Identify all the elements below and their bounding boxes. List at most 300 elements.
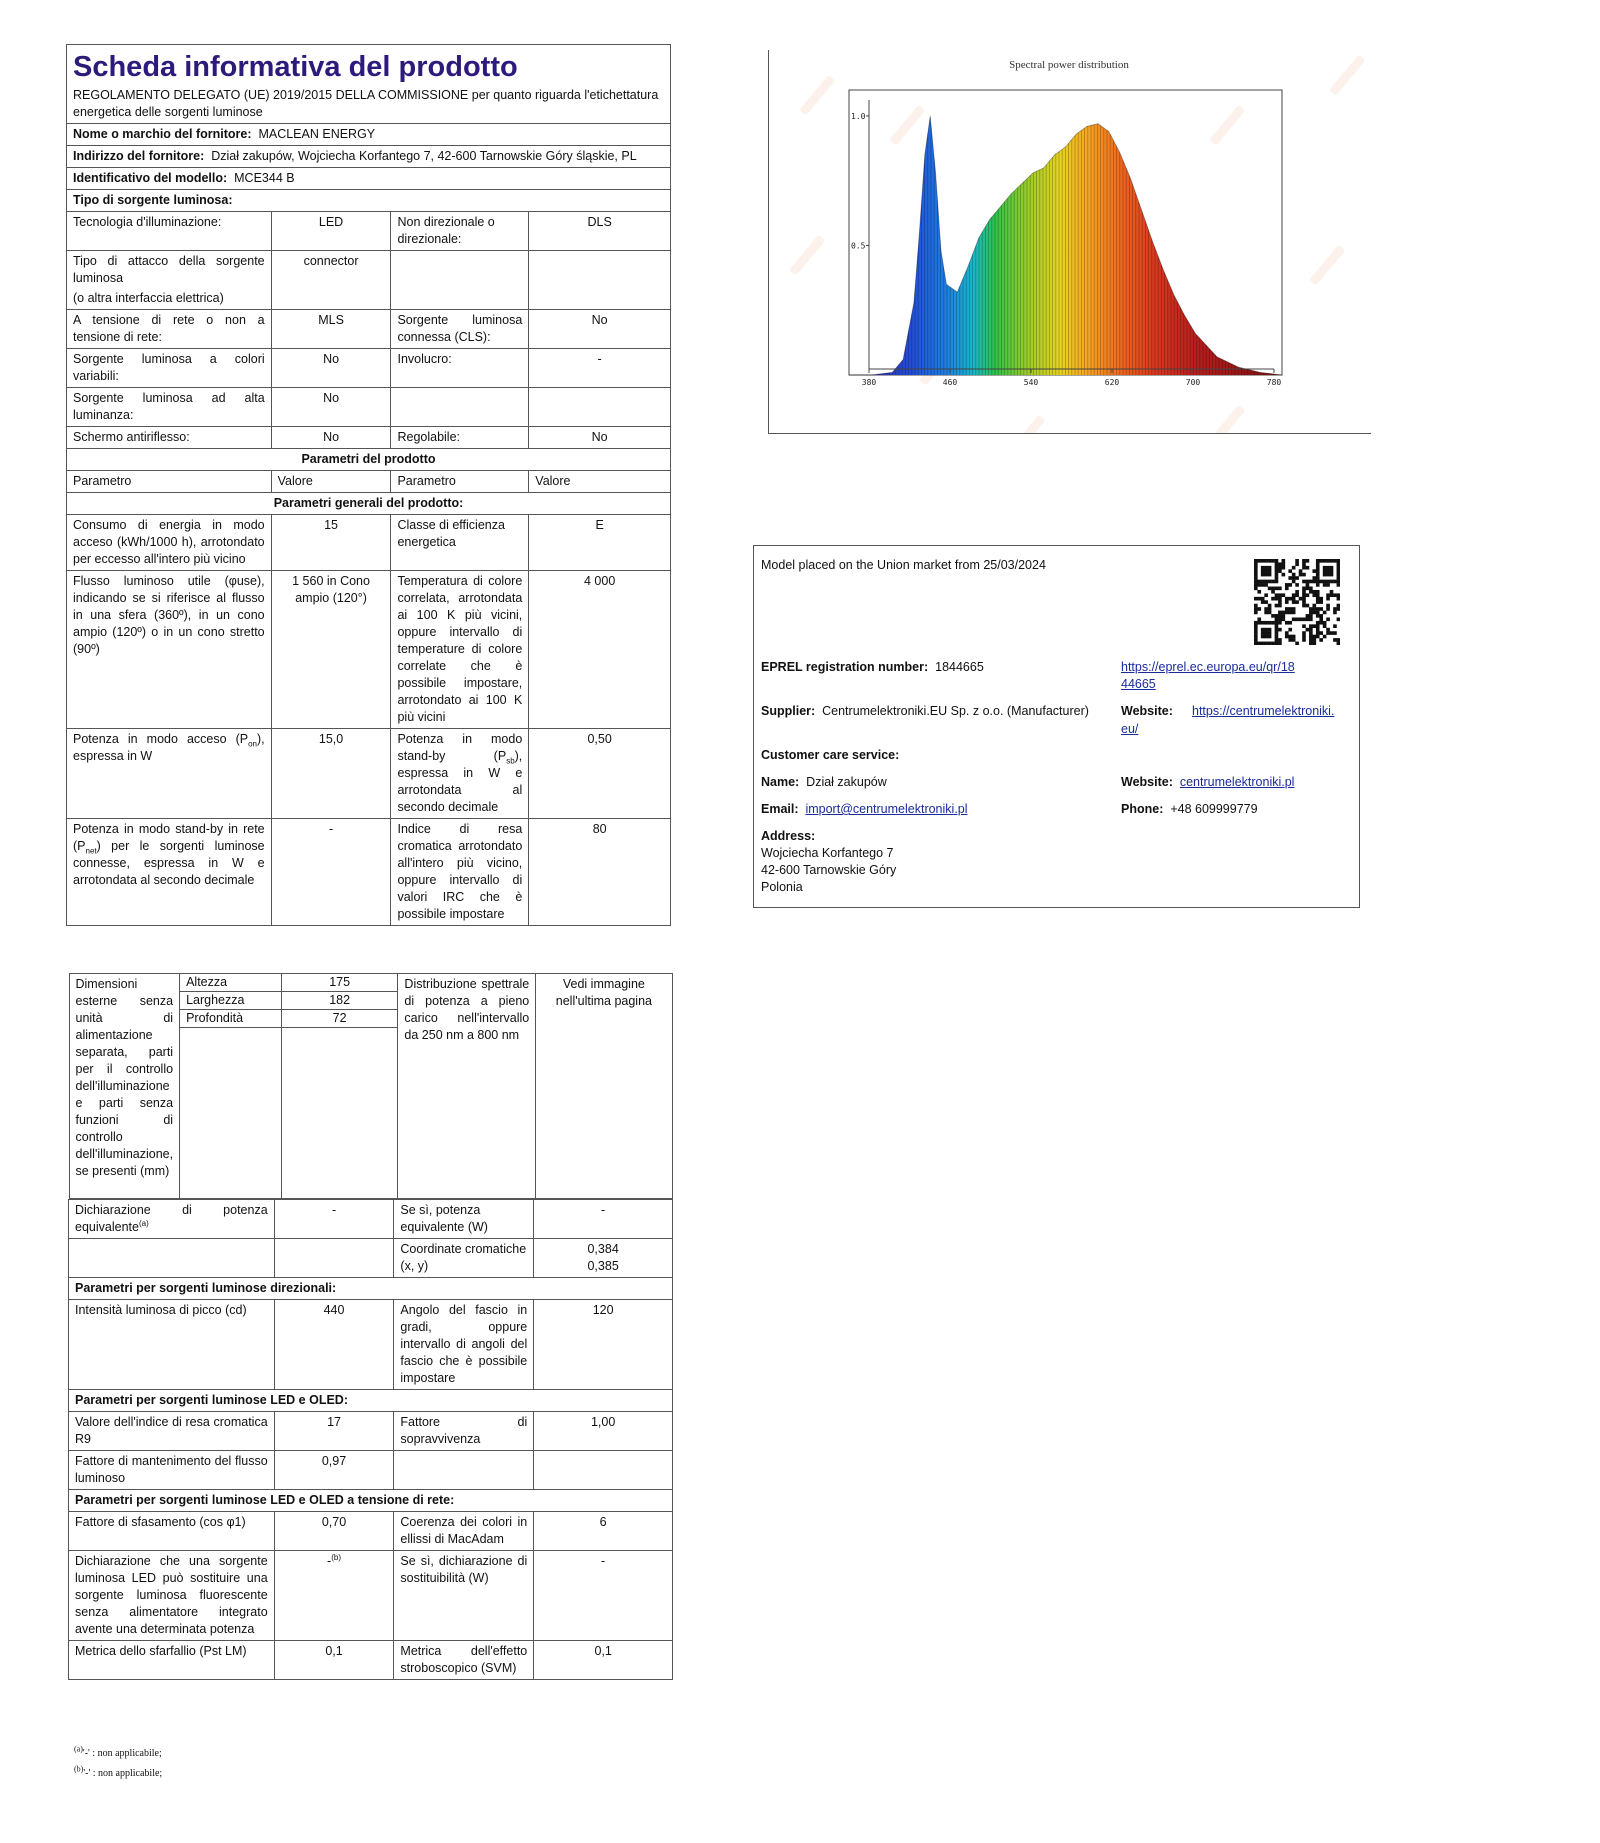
qr-module <box>1282 593 1286 597</box>
qr-module <box>1271 580 1275 584</box>
qr-module <box>1337 642 1340 645</box>
address-line2: 42-600 Tarnowskie Góry <box>761 863 897 877</box>
qr-module <box>1292 638 1296 642</box>
qr-module <box>1337 562 1340 566</box>
supplier-address-row <box>67 146 671 168</box>
maintenance-label: Fattore di mantenimento del flusso luminoso <box>69 1451 275 1490</box>
qr-module <box>1288 621 1292 625</box>
x-tick-label: 460 <box>942 378 958 387</box>
empty-cell <box>529 388 671 427</box>
stroboscopic-label: Metrica dell'effetto stroboscopico (SVM) <box>394 1641 534 1680</box>
footnote-b-text: '-' : non applicabile; <box>83 1768 163 1779</box>
qr-module <box>1254 638 1258 642</box>
qr-module <box>1333 593 1337 597</box>
qr-module <box>1264 642 1268 645</box>
flicker-value: 0,1 <box>274 1641 394 1680</box>
qr-module <box>1326 593 1330 597</box>
website-link-line1[interactable]: https://centrumelektroniki. <box>1192 704 1335 718</box>
qr-module <box>1306 566 1310 570</box>
qr-module <box>1312 604 1316 608</box>
survival-label: Fattore di sopravvivenza <box>394 1412 534 1451</box>
qr-module <box>1261 597 1265 601</box>
qr-module <box>1312 580 1316 584</box>
psb-value: 0,50 <box>529 729 671 819</box>
pnet-subscript: net <box>85 846 97 856</box>
footnote-a <box>74 1744 162 1759</box>
qr-module <box>1282 566 1286 570</box>
antiglare-value: No <box>271 427 391 449</box>
qr-module <box>1257 580 1261 584</box>
qr-module <box>1330 590 1334 594</box>
qr-module <box>1292 576 1296 580</box>
qr-module <box>1316 635 1320 639</box>
qr-module <box>1312 635 1316 639</box>
qr-module <box>1302 562 1306 566</box>
qr-module <box>1323 580 1327 584</box>
qr-module <box>1257 642 1261 645</box>
qr-module <box>1326 604 1330 608</box>
qr-module <box>1282 562 1286 566</box>
qr-module <box>1306 559 1310 563</box>
qr-module <box>1288 583 1292 587</box>
eprel-row <box>761 659 984 676</box>
qr-module <box>1278 604 1282 608</box>
qr-module <box>1333 611 1337 615</box>
supplier-label: Supplier: <box>761 704 816 718</box>
y-tick-label: 0.5 <box>851 241 866 251</box>
qr-module <box>1275 573 1279 577</box>
qr-module <box>1268 628 1272 632</box>
pnet-label-text-end: ) per le sorgenti luminose connesse, espressa in W e arrotondata al secondo decimale <box>73 839 265 887</box>
qr-module <box>1312 576 1316 580</box>
general-params-heading: Parametri generali del prodotto: <box>67 493 671 515</box>
qr-module <box>1278 562 1282 566</box>
qr-module <box>1268 559 1272 563</box>
qr-module <box>1299 573 1303 577</box>
qr-module <box>1254 604 1258 608</box>
qr-module <box>1282 611 1286 615</box>
qr-module <box>1326 580 1330 584</box>
energy-value: 15 <box>271 515 391 571</box>
replacement-footnote-mark: (b) <box>331 1552 341 1562</box>
qr-module <box>1264 635 1268 639</box>
qr-module <box>1295 559 1299 563</box>
qr-module <box>1326 573 1330 577</box>
qr-module <box>1278 569 1282 573</box>
qr-module <box>1306 617 1310 621</box>
qr-module <box>1275 566 1279 570</box>
qr-module <box>1316 566 1320 570</box>
qr-module <box>1271 621 1275 625</box>
qr-module <box>1268 566 1272 570</box>
qr-module <box>1309 631 1313 635</box>
qr-module <box>1288 607 1292 611</box>
footnote-b-mark: (b) <box>74 1764 84 1774</box>
qr-module <box>1316 576 1320 580</box>
qr-module <box>1288 597 1292 601</box>
source-type-heading: Tipo di sorgente luminosa: <box>67 190 671 212</box>
qr-module <box>1278 642 1282 645</box>
qr-module <box>1285 621 1289 625</box>
qr-module <box>1282 559 1286 563</box>
qr-module <box>1257 597 1261 601</box>
equiv-watt-value: - <box>534 1200 673 1239</box>
qr-module <box>1261 628 1265 632</box>
qr-module <box>1285 597 1289 601</box>
qr-module <box>1337 597 1340 601</box>
qr-module <box>1271 559 1275 563</box>
qr-module <box>1306 583 1310 587</box>
spectral-chart-container <box>768 50 1371 434</box>
watermark-mark <box>789 235 825 276</box>
equiv-power-value: - <box>274 1200 394 1239</box>
qr-module <box>1285 583 1289 587</box>
qr-module <box>1285 631 1289 635</box>
mains-heading: Parametri per sorgenti luminose LED e OLED a tensione di rete: <box>69 1490 673 1512</box>
qr-module <box>1264 569 1268 573</box>
qr-module <box>1278 614 1282 618</box>
qr-module <box>1326 631 1330 635</box>
qr-module <box>1254 573 1258 577</box>
qr-module <box>1309 635 1313 639</box>
qr-module <box>1319 617 1323 621</box>
qr-module <box>1302 597 1306 601</box>
qr-module <box>1326 607 1330 611</box>
dimensions-label: Dimensioni esterne senza unità di alimentazione separata, parti per il controllo dell'illuminazione e parti senza funzioni di controllo dell'illuminazione, se presenti (mm) <box>69 974 180 1199</box>
qr-module <box>1312 611 1316 615</box>
qr-module <box>1285 611 1289 615</box>
col-param-header: Parametro <box>67 471 272 493</box>
footnote-a-mark: (a) <box>74 1744 83 1754</box>
empty-cell <box>69 1239 275 1278</box>
qr-module <box>1309 617 1313 621</box>
qr-module <box>1299 617 1303 621</box>
qr-module <box>1306 580 1310 584</box>
equiv-power-footnote-mark: (a) <box>138 1218 149 1228</box>
qr-module <box>1275 617 1279 621</box>
efficiency-class-label: Classe di efficienza energetica <box>391 515 529 571</box>
spectral-chart <box>769 50 1371 433</box>
qr-module <box>1268 604 1272 608</box>
email-label: Email: <box>761 802 799 816</box>
website-row <box>1121 703 1173 720</box>
eprel-link[interactable] <box>1121 659 1295 693</box>
qr-module <box>1264 628 1268 632</box>
directional-heading: Parametri per sorgenti luminose direzionali: <box>69 1278 673 1300</box>
flicker-label: Metrica dello sfarfallio (Pst LM) <box>69 1641 275 1680</box>
qr-module <box>1295 600 1299 604</box>
supplier-row <box>761 703 1089 720</box>
equiv-power-label <box>69 1200 275 1239</box>
qr-module <box>1275 638 1279 642</box>
pon-label-text-end: ), espressa in W <box>73 732 265 763</box>
qr-module <box>1319 559 1323 563</box>
qr-module <box>1261 573 1265 577</box>
qr-module <box>1316 593 1320 597</box>
qr-module <box>1275 631 1279 635</box>
qr-module <box>1316 573 1320 577</box>
page-title: Scheda informativa del prodotto <box>73 51 518 83</box>
replacement-value-text: - <box>327 1554 332 1568</box>
qr-module <box>1330 593 1334 597</box>
qr-module <box>1316 569 1320 573</box>
qr-module <box>1254 559 1258 563</box>
qr-module <box>1288 611 1292 615</box>
qr-module <box>1326 559 1330 563</box>
qr-module <box>1275 597 1279 601</box>
qr-module <box>1285 587 1289 591</box>
dimmable-label: Regolabile: <box>391 427 529 449</box>
website2-link[interactable]: centrumelektroniki.pl <box>1179 775 1295 789</box>
website-link[interactable] <box>1192 703 1334 720</box>
qr-module <box>1316 631 1320 635</box>
x-tick-label: 780 <box>1266 378 1282 387</box>
address-block <box>761 828 896 896</box>
qr-module <box>1333 607 1337 611</box>
qr-module <box>1292 580 1296 584</box>
height-value: 175 <box>281 974 398 992</box>
website-link-cont[interactable] <box>1121 721 1138 738</box>
qr-module <box>1292 611 1296 615</box>
watermark-mark <box>1329 55 1365 96</box>
qr-module <box>1261 580 1265 584</box>
qr-module <box>1271 587 1275 591</box>
directional-value: DLS <box>529 212 671 251</box>
qr-module <box>1285 607 1289 611</box>
flux-value: 1 560 in Cono ampio (120°) <box>271 571 391 729</box>
qr-module <box>1261 600 1265 604</box>
tech-label: Tecnologia d'illuminazione: <box>67 212 272 251</box>
equiv-power-label-text: Dichiarazione di potenza equivalente <box>75 1203 268 1234</box>
qr-module <box>1312 624 1316 628</box>
qr-module <box>1292 617 1296 621</box>
qr-module <box>1323 569 1327 573</box>
qr-module <box>1282 617 1286 621</box>
qr-module <box>1326 583 1330 587</box>
website2-label: Website: <box>1121 775 1173 789</box>
qr-module <box>1254 597 1258 601</box>
qr-module <box>1254 611 1258 615</box>
colour-tunable-label: Sorgente luminosa a colori variabili: <box>67 349 272 388</box>
qr-module <box>1337 576 1340 580</box>
qr-module <box>1254 621 1258 625</box>
customer-care-label <box>761 747 899 764</box>
connected-value: No <box>529 310 671 349</box>
mains-value: MLS <box>271 310 391 349</box>
qr-module <box>1261 642 1265 645</box>
pnet-label <box>67 819 272 926</box>
qr-module <box>1323 611 1327 615</box>
watermark-mark <box>1209 105 1245 146</box>
qr-code-icon[interactable] <box>1254 559 1340 645</box>
qr-module <box>1292 566 1296 570</box>
beam-angle-label: Angolo del fascio in gradi, oppure intervallo di angoli del fascio che è possibile impostare <box>394 1300 534 1390</box>
power-factor-value: 0,70 <box>274 1512 394 1551</box>
qr-module <box>1254 631 1258 635</box>
empty-cell <box>391 388 529 427</box>
peak-intensity-value: 440 <box>274 1300 394 1390</box>
supplier-name: MACLEAN ENERGY <box>258 127 376 141</box>
qr-module <box>1330 569 1334 573</box>
contact-name-row <box>761 774 887 791</box>
qr-module <box>1312 642 1316 645</box>
qr-module <box>1268 587 1272 591</box>
qr-module <box>1295 642 1299 645</box>
qr-module <box>1268 642 1272 645</box>
peak-intensity-label: Intensità luminosa di picco (cd) <box>69 1300 275 1390</box>
qr-module <box>1306 593 1310 597</box>
qr-module <box>1316 597 1320 601</box>
qr-module <box>1288 569 1292 573</box>
qr-module <box>1326 569 1330 573</box>
qr-module <box>1264 566 1268 570</box>
qr-module <box>1330 573 1334 577</box>
cap-value: connector <box>271 251 391 310</box>
qr-module <box>1292 607 1296 611</box>
qr-module <box>1278 587 1282 591</box>
qr-module <box>1302 617 1306 621</box>
col-value-header: Valore <box>529 471 671 493</box>
qr-module <box>1254 569 1258 573</box>
qr-module <box>1326 628 1330 632</box>
col-param-header: Parametro <box>391 471 529 493</box>
cap-label-note: (o altra interfaccia elettrica) <box>73 291 224 305</box>
qr-module <box>1316 628 1320 632</box>
qr-module <box>1282 573 1286 577</box>
qr-module <box>1275 576 1279 580</box>
qr-module <box>1288 628 1292 632</box>
qr-module <box>1309 614 1313 618</box>
dimensions-subtable <box>69 973 673 1199</box>
supplier-name-row <box>67 124 671 146</box>
model-label: Identificativo del modello: <box>73 171 228 185</box>
qr-module <box>1309 642 1313 645</box>
qr-module <box>1271 597 1275 601</box>
qr-module <box>1278 617 1282 621</box>
qr-module <box>1302 573 1306 577</box>
supplier-address: Dział zakupów, Wojciecha Korfantego 7, 42-600 Tarnowskie Góry śląskie, PL <box>211 149 637 163</box>
regulation-text: REGOLAMENTO DELEGATO (UE) 2019/2015 DELLA COMMISSIONE per quanto riguarda l'etichettatura energetica delle sorgenti luminose <box>73 88 659 119</box>
qr-module <box>1333 624 1337 628</box>
replacement-value <box>274 1551 394 1641</box>
website-label: Website: <box>1121 704 1173 718</box>
psb-label <box>391 729 529 819</box>
model-row <box>67 168 671 190</box>
high-luminance-label: Sorgente luminosa ad alta luminanza: <box>67 388 272 427</box>
qr-module <box>1275 624 1279 628</box>
qr-module <box>1306 587 1310 591</box>
replacement-watt-value: - <box>534 1551 673 1641</box>
qr-module <box>1285 635 1289 639</box>
tech-value: LED <box>271 212 391 251</box>
footnote-b <box>74 1764 163 1779</box>
watermark-mark <box>1209 405 1245 433</box>
qr-module <box>1278 600 1282 604</box>
empty-cell <box>529 251 671 310</box>
qr-module <box>1302 593 1306 597</box>
qr-module <box>1306 614 1310 618</box>
qr-module <box>1254 624 1258 628</box>
qr-module <box>1309 638 1313 642</box>
qr-module <box>1261 569 1265 573</box>
col-value-header: Valore <box>271 471 391 493</box>
qr-module <box>1302 580 1306 584</box>
qr-module <box>1319 597 1323 601</box>
dimmable-value: No <box>529 427 671 449</box>
macadam-label: Coerenza dei colori in ellissi di MacAdam <box>394 1512 534 1551</box>
qr-module <box>1261 631 1265 635</box>
qr-module <box>1275 587 1279 591</box>
eprel-link-line2[interactable]: 44665 <box>1121 677 1156 691</box>
qr-module <box>1254 576 1258 580</box>
qr-module <box>1257 607 1261 611</box>
width-value: 182 <box>281 992 398 1010</box>
qr-module <box>1316 607 1320 611</box>
eprel-label: EPREL registration number: <box>761 660 929 674</box>
qr-module <box>1288 638 1292 642</box>
psb-label-text: Potenza in modo stand-by (P <box>397 732 523 763</box>
eprel-link-line1[interactable]: https://eprel.ec.europa.eu/qr/18 <box>1121 660 1295 674</box>
qr-module <box>1261 635 1265 639</box>
qr-module <box>1257 590 1261 594</box>
website-link-line2[interactable]: eu/ <box>1121 722 1139 736</box>
qr-module <box>1337 583 1340 587</box>
power-factor-label: Fattore di sfasamento (cos φ1) <box>69 1512 275 1551</box>
qr-module <box>1302 600 1306 604</box>
qr-module <box>1288 635 1292 639</box>
qr-module <box>1275 614 1279 618</box>
qr-module <box>1302 604 1306 608</box>
high-luminance-value: No <box>271 388 391 427</box>
qr-module <box>1285 600 1289 604</box>
qr-module <box>1275 635 1279 639</box>
qr-module <box>1302 631 1306 635</box>
contact-name-label: Name: <box>761 775 800 789</box>
qr-module <box>1254 580 1258 584</box>
qr-module <box>1268 631 1272 635</box>
qr-module <box>1264 593 1268 597</box>
phone-row <box>1121 801 1258 818</box>
qr-module <box>1275 580 1279 584</box>
pon-label <box>67 729 272 819</box>
qr-module <box>1316 614 1320 618</box>
product-sheet-table-part2 <box>68 973 673 1680</box>
depth-label: Profondità <box>180 1010 282 1028</box>
qr-module <box>1337 638 1340 642</box>
cri-value: 80 <box>529 819 671 926</box>
page-break-gap <box>60 951 700 973</box>
cri-label: Indice di resa cromatica arrotondato all'intero più vicino, oppure intervallo di valori IRC che è possibile impostare <box>391 819 529 926</box>
qr-module <box>1309 587 1313 591</box>
qr-module <box>1309 580 1313 584</box>
energy-label: Consumo di energia in modo acceso (kWh/1000 h), arrotondato per eccesso all'intero più vicino <box>67 515 272 571</box>
qr-module <box>1337 607 1340 611</box>
qr-module <box>1316 600 1320 604</box>
qr-module <box>1275 621 1279 625</box>
qr-module <box>1295 583 1299 587</box>
qr-module <box>1337 580 1340 584</box>
qr-module <box>1275 642 1279 645</box>
email-link[interactable]: import@centrumelektroniki.pl <box>805 802 968 816</box>
qr-module <box>1316 621 1320 625</box>
empty-cell <box>180 1028 282 1199</box>
market-date-text: Model placed on the Union market from 25/03/2024 <box>761 558 1046 572</box>
qr-module <box>1323 573 1327 577</box>
qr-module <box>1302 590 1306 594</box>
qr-module <box>1319 580 1323 584</box>
qr-module <box>1268 635 1272 639</box>
width-label: Larghezza <box>180 992 282 1010</box>
